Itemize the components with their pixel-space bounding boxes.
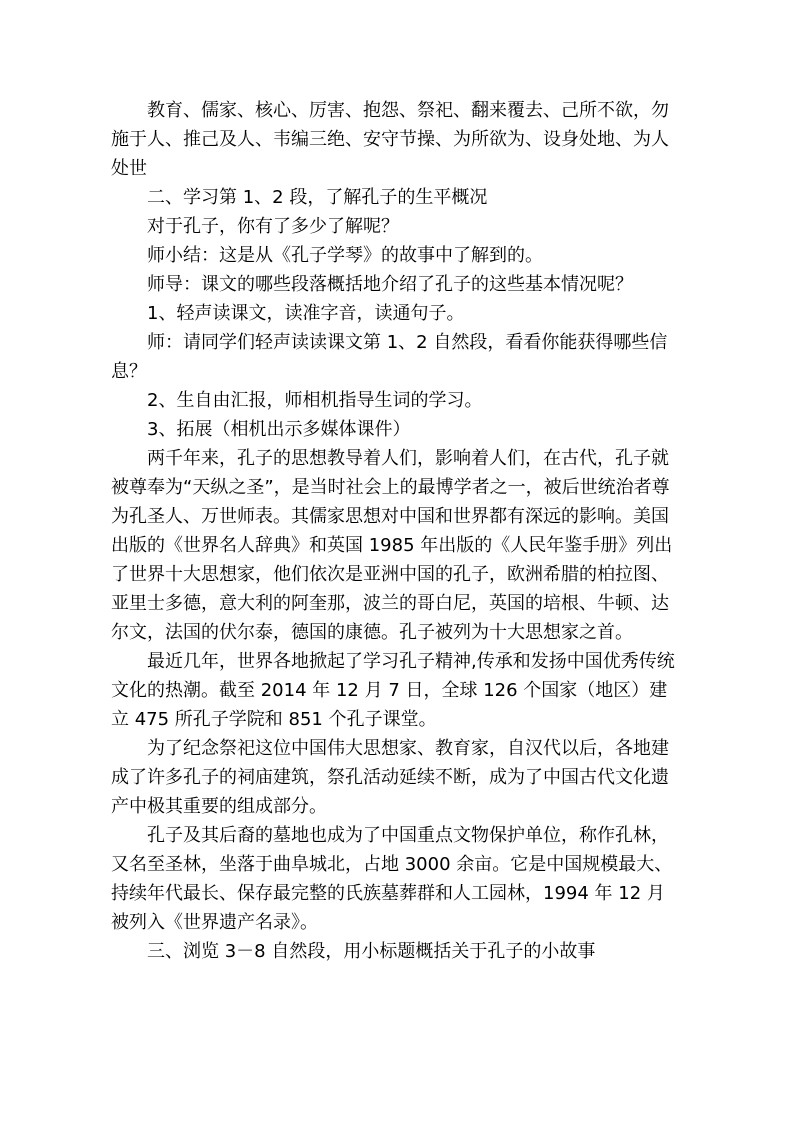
step-2: 2、生自由汇报，师相机指导生词的学习。 [147,390,483,411]
paragraph-teacher-instruction: 师：请同学们轻声读读课文第 1、2 自然段，看看你能获得哪些信息？ [111,332,668,382]
step-1: 1、轻声读课文，读准字音，读通句子。 [147,303,465,324]
section-heading-3: 三、浏览 3－8 自然段，用小标题概括关于孔子的小故事 [147,941,596,962]
paragraph-teacher-guide: 师导：课文的哪些段落概括地介绍了孔子的这些基本情况呢？ [147,274,633,295]
paragraph-teacher-summary: 师小结：这是从《孔子学琴》的故事中了解到的。 [147,245,543,266]
document-body [111,96,681,966]
paragraph-question: 对于孔子，你有了多少了解呢？ [147,216,399,237]
paragraph-confucius-institutes: 最近几年，世界各地掀起了学习孔子精神,传承和发扬中国优秀传统文化的热潮。截至 2014 年 12 月 7 日，全球 126 个国家（地区）建立 475 所孔子学院和 851 个孔子课堂。 [111,651,675,730]
vocabulary-list: 教育、儒家、核心、厉害、抱怨、祭祀、翻来覆去、己所不欲，勿施于人、推己及人、韦编三绝、安守节操、为所欲为、设身处地、为人处世 [111,100,669,179]
paragraph-kong-forest: 孔子及其后裔的墓地也成为了中国重点文物保护单位，称作孔林，又名至圣林，坐落于曲阜城北，占地 3000 余亩。它是中国规模最大、持续年代最长、保存最完整的氏族墓葬群和人工园林，1994 年 12 月被列入《世界遗产名录》。 [111,825,673,933]
section-heading-2: 二、学习第 1、2 段，了解孔子的生平概况 [147,187,488,208]
step-3: 3、拓展（相机出示多媒体课件） [147,419,411,440]
paragraph-confucius-influence: 两千年来，孔子的思想教导着人们，影响着人们，在古代，孔子就被尊奉为“天纵之圣”，是当时社会上的最博学者之一，被后世统治者尊为孔圣人、万世师表。其儒家思想对中国和世界都有深远的影响。美国出版的《世界名人辞典》和英国 1985 年出版的《人民年鉴手册》列出了世界十大思想家，他们依次是亚洲中国的孔子，欧洲希腊的柏拉图、亚里士多德，意大利的阿奎那，波兰的哥白尼，英国的培根、牛顿、达尔文，法国的伏尔泰，德国的康德。孔子被列为十大思想家之首。 [111,448,673,643]
paragraph-temples: 为了纪念祭祀这位中国伟大思想家、教育家，自汉代以后，各地建成了许多孔子的祠庙建筑，祭孔活动延续不断，成为了中国古代文化遗产中极其重要的组成部分。 [111,738,669,817]
